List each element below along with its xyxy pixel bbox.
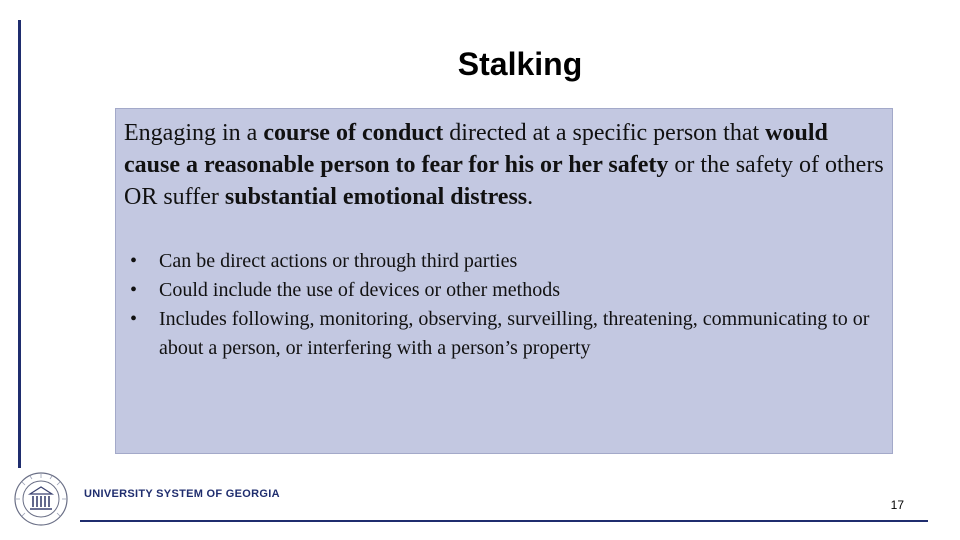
left-accent-rule <box>18 20 21 468</box>
definition-part: Engaging in a <box>124 120 264 146</box>
org-name: UNIVERSITY SYSTEM OF GEORGIA <box>84 488 280 500</box>
definition-box <box>115 108 893 454</box>
list-item <box>124 305 884 363</box>
slide-title-text: Stalking <box>457 46 583 82</box>
definition-part: or the safety of others OR suffer <box>124 152 884 210</box>
definition-part-bold: substantial emotional distress <box>224 184 528 210</box>
list-item <box>124 276 884 305</box>
page-number: 17 <box>890 498 904 512</box>
list-item-text: Includes following, monitoring, observing, surveilling, threatening, communicating to or about a person, or interfering with a person’s property <box>159 308 870 359</box>
list-item <box>124 247 884 276</box>
bullet-icon: • <box>130 308 138 330</box>
definition-part-bold: would cause a reasonable person to fear for his or her safety <box>124 120 828 178</box>
list-item-text: Can be direct actions or through third parties <box>159 250 518 272</box>
definition-part: . <box>527 184 534 210</box>
definition-part-bold: course of conduct <box>263 120 444 146</box>
list-item-text: Could include the use of devices or other methods <box>159 279 561 301</box>
footer-rule <box>80 520 928 522</box>
slide-title <box>0 46 960 83</box>
bullet-list <box>124 247 884 363</box>
definition-text <box>124 117 884 213</box>
usg-seal-icon <box>10 470 72 528</box>
definition-part: directed at a specific person that <box>443 120 766 146</box>
bullet-icon: • <box>130 250 138 272</box>
bullet-icon: • <box>130 279 138 301</box>
